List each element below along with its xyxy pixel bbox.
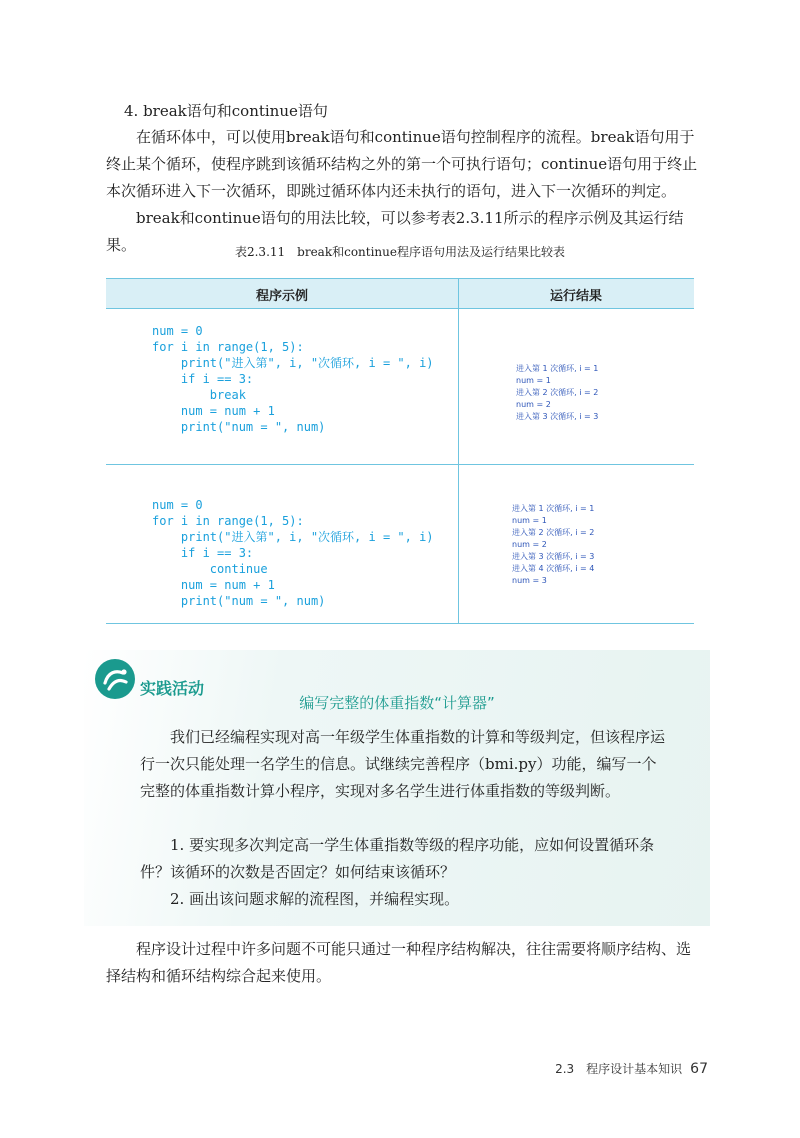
output-line: 进入第 4 次循环, i = 4 — [512, 564, 595, 573]
output-continue-example — [512, 503, 594, 587]
table-header-divider — [106, 308, 694, 309]
practice-activity-box — [84, 650, 710, 926]
code-line: print("进入第", i, "次循环, i = ", i) — [152, 356, 434, 370]
activity-task-2: 2. 画出该问题求解的流程图，并编程实现。 — [170, 890, 460, 908]
output-line: 进入第 1 次循环, i = 1 — [516, 364, 599, 373]
code-break-example — [152, 323, 434, 435]
code-line: if i == 3: — [152, 546, 254, 560]
page-number: 67 — [690, 1061, 708, 1077]
code-line: num = 0 — [152, 498, 203, 512]
page-footer — [555, 1060, 708, 1077]
code-line: num = num + 1 — [152, 578, 275, 592]
output-line: num = 2 — [516, 400, 551, 409]
output-line: num = 1 — [516, 376, 551, 385]
comparison-table — [106, 278, 694, 624]
footer-section: 2.3 程序设计基本知识 — [555, 1062, 683, 1076]
activity-task-1: 1. 要实现多次判定高一学生体重指数等级的程序功能，应如何设置循环条件？该循环的次数是否固定？如何结束该循环？ — [140, 836, 655, 881]
section-heading: 4. break语句和continue语句 — [124, 102, 328, 120]
code-line: break — [152, 388, 246, 402]
output-line: num = 1 — [512, 516, 547, 525]
activity-label: 实践活动 — [140, 679, 205, 698]
activity-title: 编写完整的体重指数“计算器” — [299, 694, 495, 712]
code-line: print("num = ", num) — [152, 594, 326, 608]
code-line: print("num = ", num) — [152, 420, 326, 434]
table-row-divider — [106, 464, 694, 465]
activity-intro: 我们已经编程实现对高一年级学生体重指数的计算和等级判定，但该程序运行一次只能处理一名学生的信息。试继续完善程序（bmi.py）功能，编写一个完整的体重指数计算小程序，实现对多名学生进行体重指数的等级判断。 — [140, 728, 666, 800]
output-line: num = 2 — [512, 540, 547, 549]
output-line: 进入第 1 次循环, i = 1 — [512, 504, 595, 513]
output-line: num = 3 — [512, 576, 547, 585]
header-program-example: 程序示例 — [255, 289, 308, 304]
paragraph-intro: 在循环体中，可以使用break语句和continue语句控制程序的流程。break语句用于终止某个循环，使程序跳到该循环结构之外的第一个可执行语句；continue语句用于终止本次循环进入下一次循环，即跳过循环体内还未执行的语句，进入下一次循环的判定。 — [106, 128, 698, 200]
output-line: 进入第 2 次循环, i = 2 — [512, 528, 595, 537]
code-line: for i in range(1, 5): — [152, 514, 304, 528]
paragraph-closing: 程序设计过程中许多问题不可能只通过一种程序结构解决，往往需要将顺序结构、选择结构和循环结构综合起来使用。 — [106, 940, 692, 985]
output-line: 进入第 3 次循环, i = 3 — [512, 552, 595, 561]
code-line: print("进入第", i, "次循环, i = ", i) — [152, 530, 434, 544]
code-line: continue — [152, 562, 268, 576]
table-column-divider — [458, 278, 459, 624]
output-line: 进入第 2 次循环, i = 2 — [516, 388, 599, 397]
table-border-top — [106, 278, 694, 279]
output-break-example — [516, 363, 598, 423]
header-run-result: 运行结果 — [549, 289, 602, 304]
code-continue-example — [152, 497, 434, 609]
code-line: num = 0 — [152, 324, 203, 338]
code-line: if i == 3: — [152, 372, 254, 386]
table-border-bottom — [106, 623, 694, 624]
code-line: num = num + 1 — [152, 404, 275, 418]
code-line: for i in range(1, 5): — [152, 340, 304, 354]
table-caption: 表2.3.11 break和continue程序语句用法及运行结果比较表 — [234, 245, 565, 259]
paragraph-table-reference: break和continue语句的用法比较，可以参考表2.3.11所示的程序示例及其运行结果。 — [106, 209, 684, 254]
output-line: 进入第 3 次循环, i = 3 — [516, 412, 599, 421]
